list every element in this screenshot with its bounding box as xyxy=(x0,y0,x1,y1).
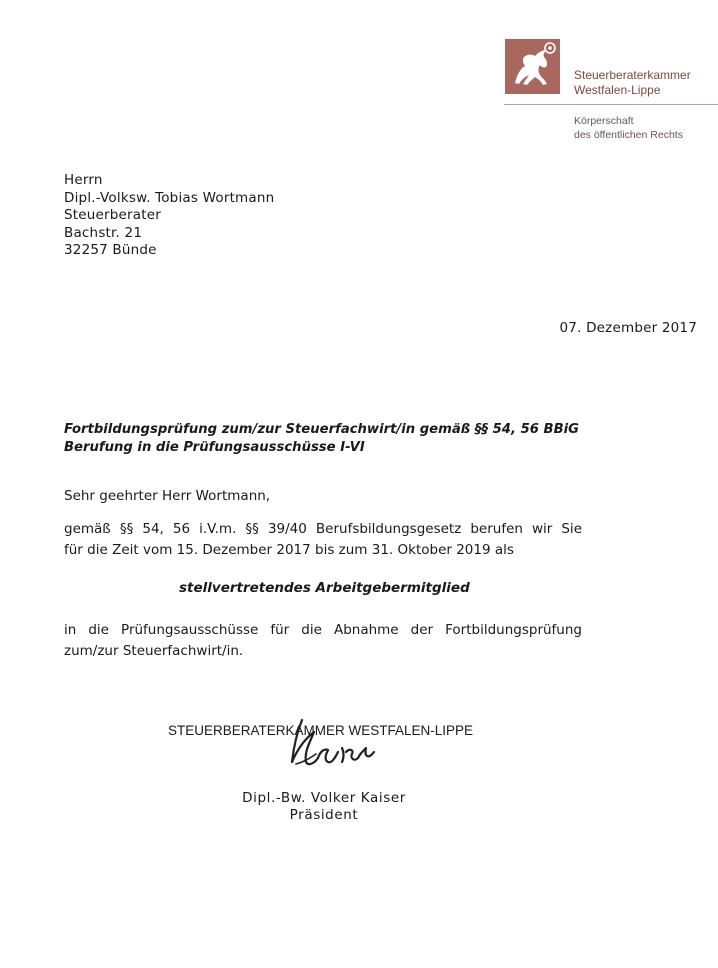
body-paragraph-1 xyxy=(64,519,582,561)
signer-name: Dipl.-Bw. Volker Kaiser xyxy=(242,790,406,806)
paragraph2-line1: in die Prüfungsausschüsse für die Abnahme der Fortbildungsprüfung xyxy=(64,622,582,638)
recipient-address xyxy=(64,172,274,260)
appointed-role: stellvertretendes Arbeitgebermitglied xyxy=(179,580,470,596)
signer-block xyxy=(214,790,434,824)
recipient-name: Dipl.-Volksw. Tobias Wortmann xyxy=(64,189,275,206)
greeting: Sehr geehrter Herr Wortmann, xyxy=(64,488,271,504)
subject-line1: Fortbildungsprüfung zum/zur Steuerfachwirt/in gemäß §§ 54, 56 BBiG xyxy=(64,422,579,437)
recipient-city: 32257 Bünde xyxy=(64,242,157,258)
chamber-logo xyxy=(505,39,560,94)
paragraph2-line2: zum/zur Steuerfachwirt/in. xyxy=(64,643,244,659)
subtitle-line1: Körperschaft xyxy=(574,115,634,127)
recipient-salutation: Herrn xyxy=(64,172,103,188)
body-paragraph-2 xyxy=(64,620,582,662)
letter-subject xyxy=(64,421,579,456)
handwritten-signature xyxy=(284,718,379,777)
horse-emblem-icon xyxy=(505,39,560,94)
org-name-line1: Steuerberaterkammer xyxy=(574,68,691,82)
subject-line2: Berufung in die Prüfungsausschüsse I-VI xyxy=(64,439,365,455)
paragraph1-line2: für die Zeit vom 15. Dezember 2017 bis zum 31. Oktober 2019 als xyxy=(64,542,514,558)
organization-name xyxy=(574,68,691,98)
organization-subtitle xyxy=(574,114,683,142)
signature-organization: STEUERBERATERKAMMER WESTFALEN-LIPPE xyxy=(168,723,474,738)
letter-date: 07. Dezember 2017 xyxy=(559,320,697,336)
subtitle-line2: des öffentlichen Rechts xyxy=(574,129,683,141)
org-name-line2: Westfalen-Lippe xyxy=(574,83,661,97)
signer-position: Präsident xyxy=(289,807,359,823)
recipient-title: Steuerberater xyxy=(64,207,162,223)
recipient-street: Bachstr. 21 xyxy=(64,224,143,241)
letterhead-divider xyxy=(504,104,718,105)
paragraph1-line1: gemäß §§ 54, 56 i.V.m. §§ 39/40 Berufsbildungsgesetz berufen wir Sie xyxy=(64,521,582,537)
